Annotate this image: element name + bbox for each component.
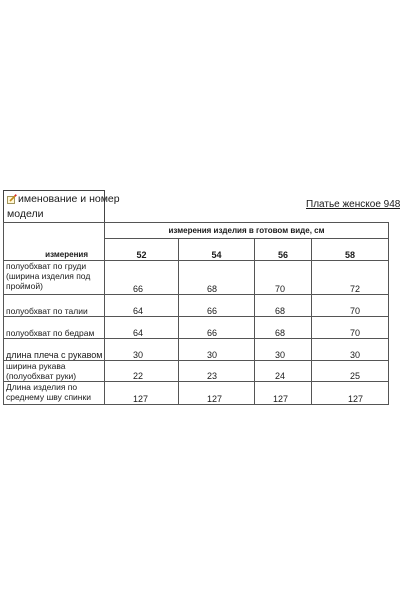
cell-length-54: 127 bbox=[179, 382, 255, 405]
size-header-52: 52 bbox=[105, 239, 179, 261]
measurements-header: измерения bbox=[4, 239, 105, 261]
cell-length-52: 127 bbox=[105, 382, 179, 405]
table-row bbox=[4, 317, 389, 339]
cell-sleeve-52: 22 bbox=[105, 361, 179, 382]
measurements-table bbox=[3, 222, 389, 405]
row-label-length: Длина изделия по среднему шву спинки bbox=[4, 382, 105, 405]
cell-shoulder-52: 30 bbox=[105, 339, 179, 361]
cell-shoulder-56: 30 bbox=[255, 339, 312, 361]
table-corner-cell bbox=[4, 223, 105, 239]
model-name-cell bbox=[3, 190, 120, 222]
model-name-label-line1: именование и номер bbox=[18, 193, 120, 205]
cell-hips-56: 68 bbox=[255, 317, 312, 339]
table-row bbox=[4, 339, 389, 361]
cell-waist-52: 64 bbox=[105, 295, 179, 317]
size-header-54: 54 bbox=[179, 239, 255, 261]
cell-length-56: 127 bbox=[255, 382, 312, 405]
cell-chest-58: 72 bbox=[312, 261, 389, 295]
cell-sleeve-54: 23 bbox=[179, 361, 255, 382]
cell-length-58: 127 bbox=[312, 382, 389, 405]
dimensions-span-header: измерения изделия в готовом виде, см bbox=[105, 223, 389, 239]
cell-sleeve-58: 25 bbox=[312, 361, 389, 382]
size-header-58: 58 bbox=[312, 239, 389, 261]
row-label-waist: полуобхват по талии bbox=[4, 295, 105, 317]
cell-hips-54: 66 bbox=[179, 317, 255, 339]
cell-chest-56: 70 bbox=[255, 261, 312, 295]
row-label-chest: полуобхват по груди (ширина изделия под проймой) bbox=[4, 261, 105, 295]
model-name-label-line2: модели bbox=[7, 208, 44, 220]
pencil-paper-icon bbox=[7, 194, 17, 204]
table-header-row-sizes bbox=[4, 239, 389, 261]
cell-waist-54: 66 bbox=[179, 295, 255, 317]
row-label-hips: полуобхват по бедрам bbox=[4, 317, 105, 339]
cell-shoulder-58: 30 bbox=[312, 339, 389, 361]
cell-hips-52: 64 bbox=[105, 317, 179, 339]
table-row bbox=[4, 361, 389, 382]
cell-chest-52: 66 bbox=[105, 261, 179, 295]
table-row bbox=[4, 382, 389, 405]
product-name: Платье женское 948 bbox=[306, 199, 400, 210]
cell-chest-54: 68 bbox=[179, 261, 255, 295]
cell-sleeve-56: 24 bbox=[255, 361, 312, 382]
cell-waist-58: 70 bbox=[312, 295, 389, 317]
size-header-56: 56 bbox=[255, 239, 312, 261]
table-row bbox=[4, 261, 389, 295]
table-header-row-top bbox=[4, 223, 389, 239]
table-row bbox=[4, 295, 389, 317]
row-label-shoulder-sleeve: длина плеча с рукавом bbox=[4, 339, 105, 361]
cell-hips-58: 70 bbox=[312, 317, 389, 339]
cell-shoulder-54: 30 bbox=[179, 339, 255, 361]
row-label-sleeve-width: ширина рукава (полуобхват руки) bbox=[4, 361, 105, 382]
cell-waist-56: 68 bbox=[255, 295, 312, 317]
